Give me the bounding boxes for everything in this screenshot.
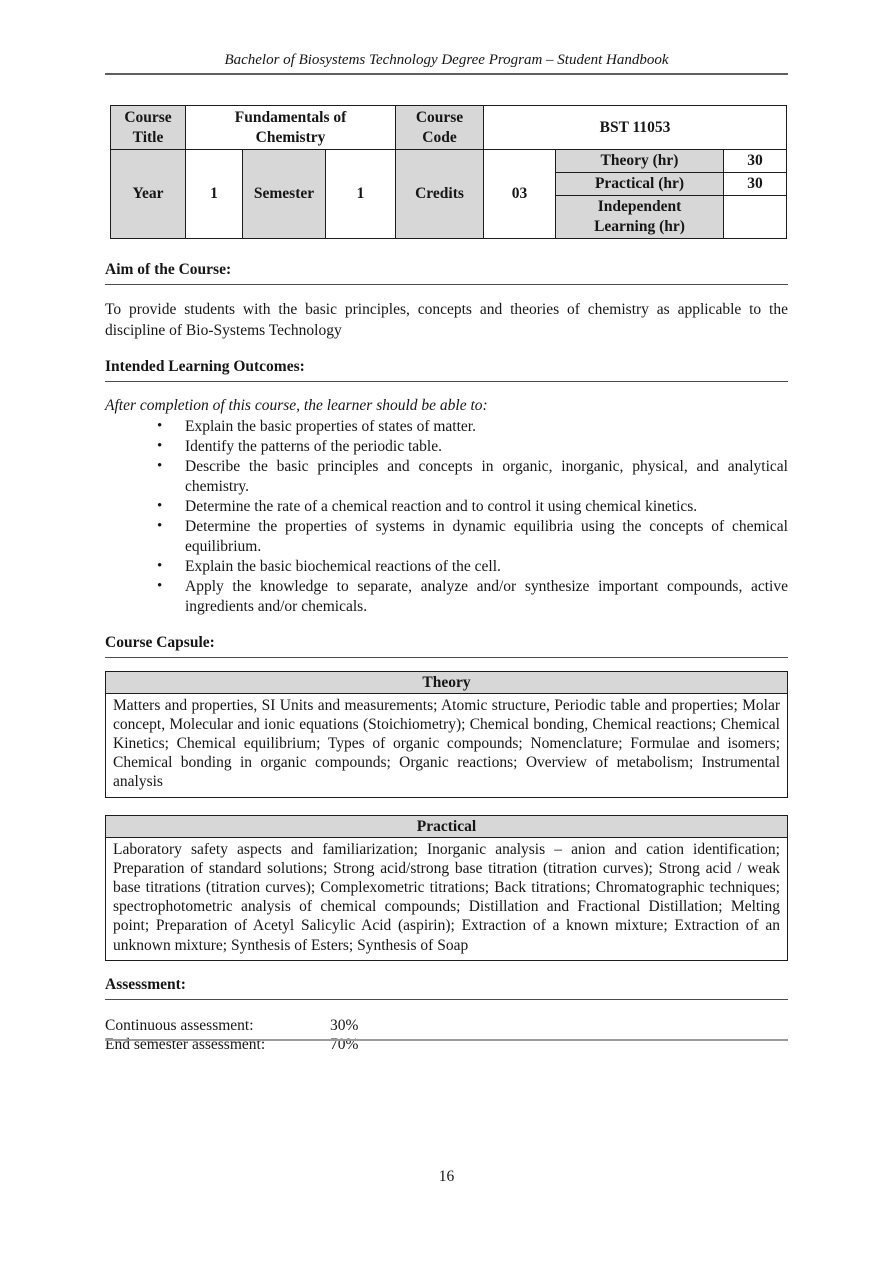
theory-capsule-header: Theory — [106, 672, 787, 694]
credits-label-cell: Credits — [396, 150, 484, 239]
ilo-bullet-list — [105, 417, 788, 617]
independent-learning-label: Independent Learning (hr) — [594, 198, 685, 235]
aim-paragraph: To provide students with the basic principles, concepts and theories of chemistry as applicable to the discipline of Bio-Systems Technology — [105, 301, 788, 339]
course-info-table — [110, 105, 787, 239]
ilo-bullet-text: Describe the basic principles and concepts in organic, inorganic, physical, and analytical chemistry. — [185, 457, 788, 495]
credits-value-cell: 03 — [484, 150, 556, 239]
ilo-bullet-item — [105, 577, 788, 617]
course-title-value-cell — [186, 106, 396, 150]
theory-hours-label-cell: Theory (hr) — [556, 150, 724, 173]
course-code-label-cell: Course Code — [396, 106, 484, 150]
semester-value-cell: 1 — [326, 150, 396, 239]
ilo-bullet-item — [105, 457, 788, 497]
bullet-icon: • — [157, 497, 163, 514]
year-label-cell: Year — [111, 150, 186, 239]
page-number: 16 — [438, 1168, 455, 1185]
bullet-icon: • — [157, 437, 163, 454]
ilo-bullet-text: Identify the patterns of the periodic table. — [185, 437, 442, 455]
capsule-section-heading: Course Capsule: — [105, 633, 788, 658]
aim-section-heading: Aim of the Course: — [105, 260, 788, 285]
course-title-value: Fundamentals of Chemistry — [234, 108, 347, 146]
practical-capsule-header: Practical — [106, 816, 787, 838]
assessment-value: 30% — [330, 1016, 359, 1034]
year-value-cell: 1 — [186, 150, 243, 239]
header-rule — [105, 73, 788, 75]
assessment-row — [105, 1016, 788, 1036]
ilo-bullet-text: Determine the rate of a chemical reaction and to control it using chemical kinetics. — [185, 497, 698, 515]
ilo-bullet-item — [105, 557, 788, 577]
assessment-value: 70% — [330, 1036, 359, 1054]
assessment-label: Continuous assessment: — [105, 1016, 254, 1034]
page-content — [105, 0, 788, 1055]
theory-capsule-box — [105, 671, 788, 798]
bullet-icon: • — [157, 417, 163, 434]
theory-capsule-body: Matters and properties, SI Units and measurements; Atomic structure, Periodic table and properties; Molar concept, Molecular and ionic equations (Stoichiometry); Chemical bonding, Chemical reactions; Chemical Kinetics; Chemical equilibrium; Types of organic compounds; Nomenclature; Formulae and isomers; Chemical bonding in organic compounds; Organic reactions; Overview of metabolism; Instrumental analysis — [113, 696, 780, 791]
ilo-bullet-item — [105, 417, 788, 437]
ilo-section-heading: Intended Learning Outcomes: — [105, 357, 788, 382]
independent-learning-label-cell — [556, 196, 724, 239]
ilo-intro-line: After completion of this course, the learner should be able to: — [105, 397, 488, 414]
assessment-label: End semester assessment: — [105, 1036, 266, 1054]
ilo-bullet-item — [105, 517, 788, 557]
practical-hours-value-cell: 30 — [724, 173, 787, 196]
bullet-icon: • — [157, 577, 163, 594]
bullet-icon: • — [157, 457, 163, 474]
ilo-bullet-text: Apply the knowledge to separate, analyze and/or synthesize important compounds, active ingredients and/or chemicals. — [185, 577, 788, 615]
bullet-icon: • — [157, 517, 163, 534]
page-header-title: Bachelor of Biosystems Technology Degree Program – Student Handbook — [224, 52, 669, 68]
ilo-bullet-item — [105, 497, 788, 517]
ilo-bullet-item — [105, 437, 788, 457]
practical-hours-label-cell: Practical (hr) — [556, 173, 724, 196]
assessment-rows — [105, 1016, 788, 1055]
bullet-icon: • — [157, 557, 163, 574]
semester-label-cell: Semester — [243, 150, 326, 239]
independent-learning-value-cell — [724, 196, 787, 239]
theory-hours-value-cell: 30 — [724, 150, 787, 173]
course-title-label-cell: Course Title — [111, 106, 186, 150]
course-code-value-cell: BST 11053 — [484, 106, 787, 150]
ilo-bullet-text: Explain the basic properties of states of matter. — [185, 417, 476, 435]
footer-rule — [105, 1039, 788, 1041]
ilo-bullet-text: Explain the basic biochemical reactions of the cell. — [185, 557, 501, 575]
assessment-section-heading: Assessment: — [105, 975, 788, 1000]
practical-capsule-body: Laboratory safety aspects and familiarization; Inorganic analysis – anion and cation identification; Preparation of standard solutions; Strong acid/strong base titration (titration curves); Strong acid / weak base titrations (titration curves); Complexometric titrations; Back titrations; Chromatographic techniques; spectrophotometric analysis of chemical compounds; Distillation and Fractional Distillation; Melting point; Preparation of Acetyl Salicylic Acid (aspirin); Extraction of a known mixture; Extraction of an unknown mixture; Synthesis of Esters; Synthesis of Soap — [113, 840, 780, 954]
practical-capsule-box — [105, 815, 788, 961]
ilo-bullet-text: Determine the properties of systems in dynamic equilibria using the concepts of chemical equilibrium. — [185, 517, 788, 555]
